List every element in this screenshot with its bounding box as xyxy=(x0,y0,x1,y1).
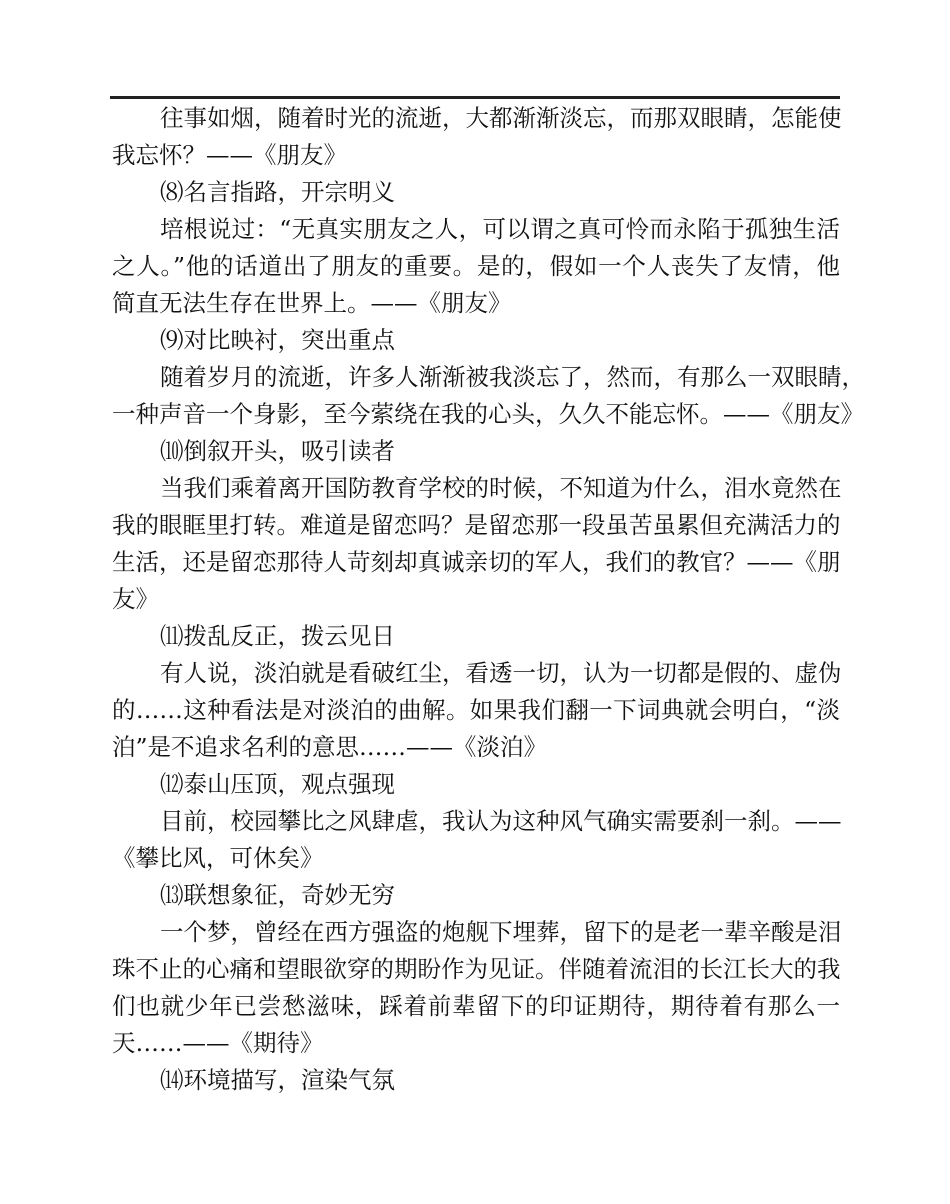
paragraph-last-line: 泊”是不追求名利的意思……——《淡泊》 xyxy=(112,733,548,761)
paragraph-first-line: 当我们乘着离开国防教育学校的时候，不知道为什么，泪水竟然在 xyxy=(160,474,842,502)
section-heading: ⒀联想象征，奇妙无穷 xyxy=(160,881,395,909)
paragraph-last-line: 简直无法生存在世界上。——《朋友》 xyxy=(112,289,512,317)
paragraph-line: 之人。”他的话道出了朋友的重要。是的，假如一个人丧失了友情，他 xyxy=(112,252,840,280)
paragraph-first-line: 往事如烟，随着时光的流逝，大都渐渐淡忘，而那双眼睛，怎能使 xyxy=(160,104,842,132)
section-heading: ⑼对比映衬，突出重点 xyxy=(160,326,395,354)
section-heading: ⑿泰山压顶，观点强现 xyxy=(160,770,395,798)
paragraph-last-line: 友》 xyxy=(112,585,159,613)
paragraph-last-line: 《攀比风，可休矣》 xyxy=(112,844,324,872)
section-heading: ⑾拨乱反正，拨云见日 xyxy=(160,622,395,650)
paragraph-first-line: 有人说，淡泊就是看破红尘，看透一切，认为一切都是假的、虚伪 xyxy=(160,659,842,687)
header-rule xyxy=(110,96,840,99)
paragraph-last-line: 我忘怀？——《朋友》 xyxy=(112,141,347,169)
section-heading: ⑽倒叙开头，吸引读者 xyxy=(160,437,395,465)
document-body xyxy=(112,100,865,1099)
paragraph-line: 珠不止的心痛和望眼欲穿的期盼作为见证。伴随着流泪的长江长大的我 xyxy=(112,955,841,983)
section-heading: ⒁环境描写，渲染气氛 xyxy=(160,1066,395,1094)
section-heading: ⑻名言指路，开宗明义 xyxy=(160,178,395,206)
paragraph-first-line: 随着岁月的流逝，许多人渐渐被我淡忘了，然而，有那么一双眼睛， xyxy=(160,363,865,391)
paragraph-line: 的……这种看法是对淡泊的曲解。如果我们翻一下词典就会明白，“淡 xyxy=(112,696,840,724)
paragraph-first-line: 培根说过：“无真实朋友之人，可以谓之真可怜而永陷于孤独生活 xyxy=(160,215,840,243)
paragraph-last-line: 天……——《期待》 xyxy=(112,1029,324,1057)
paragraph-line: 生活，还是留恋那待人苛刻却真诚亲切的军人，我们的教官？——《朋 xyxy=(112,548,841,576)
paragraph-first-line: 一个梦，曾经在西方强盗的炮舰下埋葬，留下的是老一辈辛酸是泪 xyxy=(160,918,842,946)
paragraph-line: 一种声音一个身影，至今萦绕在我的心头，久久不能忘怀。——《朋友》 xyxy=(112,400,864,428)
paragraph-line: 们也就少年已尝愁滋味，踩着前辈留下的印证期待，期待着有那么一 xyxy=(112,992,840,1020)
paragraph-line: 我的眼眶里打转。难道是留恋吗？是留恋那一段虽苦虽累但充满活力的 xyxy=(112,511,841,539)
paragraph-first-line: 目前，校园攀比之风肆虐，我认为这种风气确实需要刹一刹。—— xyxy=(160,807,842,835)
